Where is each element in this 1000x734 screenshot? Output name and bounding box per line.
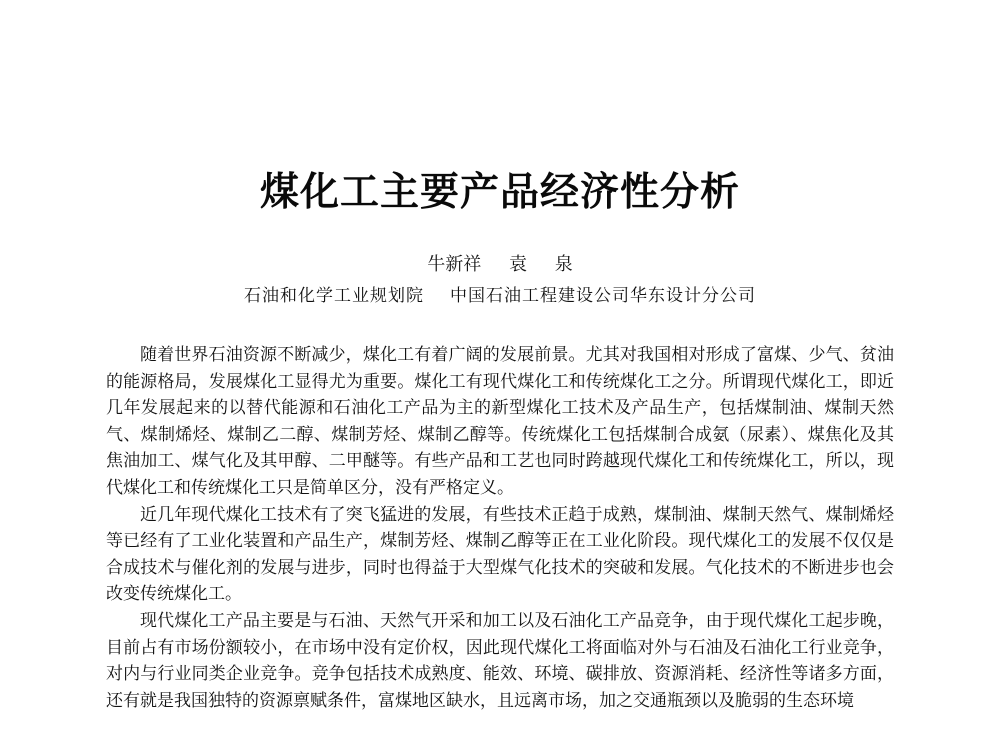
body-text [106,342,894,714]
author-name: 牛新祥 [427,254,482,275]
author-name: 袁 泉 [509,254,573,275]
author-list [0,252,1000,278]
affiliation: 中国石油工程建设公司华东设计分公司 [450,286,756,306]
affiliation: 石油和化学工业规划院 [244,286,424,306]
paragraph: 近几年现代煤化工技术有了突飞猛进的发展，有些技术正趋于成熟，煤制油、煤制天然气、煤制烯烃等已经有了工业化装置和产品生产，煤制芳烃、煤制乙醇等正在工业化阶段。现代煤化工的发展不仅仅是合成技术与催化剂的发展与进步，同时也得益于大型煤气化技术的突破和发展。气化技术的不断进步也会改变传统煤化工。 [106,504,894,605]
paper-title: 煤化工主要产品经济性分析 [259,170,740,215]
paragraph: 随着世界石油资源不断减少，煤化工有着广阔的发展前景。尤其对我国相对形成了富煤、少气、贫油的能源格局，发展煤化工显得尤为重要。煤化工有现代煤化工和传统煤化工之分。所谓现代煤化工，即近几年发展起来的以替代能源和石油化工产品为主的新型煤化工技术及产品生产，包括煤制油、煤制天然气、煤制烯烃、煤制乙二醇、煤制芳烃、煤制乙醇等。传统煤化工包括煤制合成氨（尿素）、煤焦化及其焦油加工、煤气化及其甲醇、二甲醚等。有些产品和工艺也同时跨越现代煤化工和传统煤化工，所以，现代煤化工和传统煤化工只是简单区分，没有严格定义。 [106,345,894,498]
paragraph: 现代煤化工产品主要是与石油、天然气开采和加工以及石油化工产品竞争，由于现代煤化工起步晚，目前占有市场份额较小，在市场中没有定价权，因此现代煤化工将面临对外与石油及石油化工行业竞争，对内与行业同类企业竞争。竞争包括技术成熟度、能效、环境、碳排放、资源消耗、经济性等诸多方面，还有就是我国独特的资源禀赋条件，富煤地区缺水，且远离市场，加之交通瓶颈以及脆弱的生态环境 [106,610,894,711]
affiliation-list [0,283,1000,309]
